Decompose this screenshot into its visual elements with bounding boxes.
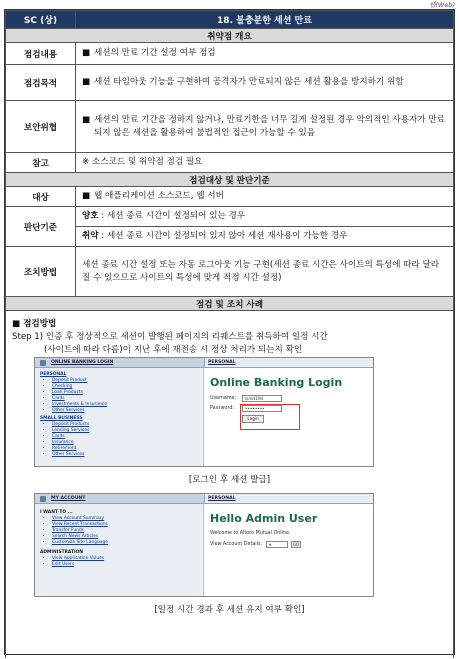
highlight-box bbox=[240, 404, 300, 430]
account-screenshot bbox=[34, 493, 374, 597]
bullet-mark: ■ bbox=[82, 77, 91, 87]
sidebar-link-personal-1[interactable]: • Checking bbox=[52, 384, 198, 390]
method-heading: ■ 점검방법 bbox=[12, 319, 57, 329]
shot2-left-bar: MY ACCOUNT bbox=[35, 494, 204, 504]
sidebar-link-admin-0[interactable]: • View Application Values bbox=[52, 556, 198, 562]
sidebar-link-business-3[interactable]: • Insurance bbox=[52, 440, 198, 446]
sidebar-link-personal-3[interactable]: • Cards bbox=[52, 396, 198, 402]
title-row bbox=[6, 11, 454, 29]
section-targets: 점검대상 및 판단기준 bbox=[6, 173, 454, 187]
bad-text: : 세션 종료 시간이 설정되어 있지 않아 세션 재사용이 가능한 경우 bbox=[98, 231, 348, 241]
shot1-right-bar: PERSONAL bbox=[204, 358, 373, 368]
bullet-mark: ■ bbox=[82, 48, 91, 58]
target-text: 웹 애플리케이션 소스코드, 웹 서버 bbox=[94, 191, 224, 201]
sidebar-link-business-1[interactable]: • Lending Services bbox=[52, 428, 198, 434]
sidebar-link-business-4[interactable]: • Retirement bbox=[52, 446, 198, 452]
login-button[interactable]: Login bbox=[242, 415, 264, 423]
row-threat bbox=[6, 101, 454, 153]
row-cases bbox=[6, 311, 454, 659]
sidebar-list-administration bbox=[40, 556, 198, 568]
row-action bbox=[6, 247, 454, 297]
sidebar-list-small-business bbox=[40, 422, 198, 458]
sidebar-link-personal-5[interactable]: • Other Services bbox=[52, 408, 198, 414]
caption-session-check: [일정 시간 경과 후 세션 유지 여부 확인] bbox=[154, 605, 305, 615]
shot2-main bbox=[204, 504, 373, 596]
username-input[interactable]: lsmit194 bbox=[242, 395, 282, 402]
home-icon bbox=[40, 496, 46, 502]
sidebar-link-personal-0[interactable]: • Deposit Product bbox=[52, 378, 198, 384]
reference-text: ※ 소스코드 및 취약점 점검 필요 bbox=[76, 153, 454, 173]
check-purpose-text: 세션 타임아웃 기능을 구현하여 공격자가 만료되지 않은 세션 활용을 방지하기 위함 bbox=[94, 77, 404, 87]
web-tag: 웹(Web) bbox=[429, 1, 455, 9]
sidebar-link-personal-2[interactable]: • Loan Products bbox=[52, 390, 198, 396]
action-text: 세션 종료 시간 설정 또는 자동 로그아웃 기능 구현(세션 종료 시간은 사이트의 특성에 따라 달라질 수 있으므로 사이트의 특성에 맞게 적정 시간 설정) bbox=[76, 247, 454, 297]
bad-label: 취약 bbox=[82, 231, 99, 241]
good-text: : 세션 종료 시간이 설정되어 있는 경우 bbox=[98, 211, 246, 221]
checklist-table bbox=[5, 10, 454, 658]
row-reference bbox=[6, 153, 454, 173]
sidebar-link-admin-1[interactable]: • Edit Users bbox=[52, 562, 198, 568]
sidebar-group-i-want-to: I WANT TO ... bbox=[40, 510, 73, 515]
account-details-label: View Account Details: bbox=[210, 542, 263, 547]
caption-login: [로그인 후 세션 발급] bbox=[188, 475, 271, 485]
sidebar-link-personal-4[interactable]: • Investments & Insurance bbox=[52, 402, 198, 408]
section-cases: 점검 및 조치 사례 bbox=[6, 297, 454, 311]
admin-heading: Hello Admin User bbox=[210, 512, 318, 525]
checklist-frame bbox=[4, 9, 455, 655]
good-label: 양호 bbox=[82, 211, 99, 221]
sidebar-group-small-business[interactable]: SMALL BUSINESS bbox=[40, 416, 83, 421]
cases-body bbox=[6, 311, 453, 658]
step-1: Step 1) 인증 후 정상적으로 세션이 발행된 페이지의 리퀘스트를 취득하여 일정 시간 (사이트에 따라 다름)이 지난 후에 재전송 시 정상 처리가 되는지 확인 bbox=[12, 332, 328, 355]
label-check-purpose: 점검목적 bbox=[6, 65, 76, 101]
sidebar-link-business-2[interactable]: • Cards bbox=[52, 434, 198, 440]
item-title: 18. 불충분한 세션 만료 bbox=[76, 11, 454, 29]
sidebar-link-account-4[interactable]: • Customize Site Language bbox=[52, 540, 198, 546]
threat-text: 세션의 만료 기간을 정하지 않거나, 만료기한을 너무 길게 설정된 경우 악의적인 사용자가 만료되지 않은 세션을 활용하여 불법적인 접근이 가능할 수 있음 bbox=[94, 114, 445, 138]
sidebar-link-account-3[interactable]: • Search News Articles bbox=[52, 534, 198, 540]
row-criteria-good bbox=[6, 207, 454, 227]
go-button[interactable]: GO bbox=[292, 542, 300, 547]
row-check-purpose bbox=[6, 65, 454, 101]
row-check-content bbox=[6, 43, 454, 65]
sidebar-group-personal[interactable]: PERSONAL bbox=[40, 372, 67, 377]
sidebar-list-personal bbox=[40, 378, 198, 414]
username-label: Username: bbox=[210, 396, 237, 401]
label-action: 조치방법 bbox=[6, 247, 76, 297]
sidebar-link-business-5[interactable]: • Other Services bbox=[52, 452, 198, 458]
shot2-right-bar: PERSONAL bbox=[204, 494, 373, 504]
label-threat: 보안위협 bbox=[6, 101, 76, 153]
bullet-mark: ■ bbox=[82, 114, 91, 125]
login-heading: Online Banking Login bbox=[210, 376, 343, 389]
shot1-sidebar bbox=[35, 368, 204, 466]
section-overview: 취약점 개요 bbox=[6, 29, 454, 43]
sidebar-link-business-0[interactable]: • Deposit Products bbox=[52, 422, 198, 428]
shot2-sidebar bbox=[35, 504, 204, 596]
grade-cell: SC (상) bbox=[6, 11, 76, 29]
label-reference: 참고 bbox=[6, 153, 76, 173]
sidebar-link-account-2[interactable]: • Transfer Funds bbox=[52, 528, 198, 534]
home-icon bbox=[40, 360, 46, 366]
label-check-content: 점검내용 bbox=[6, 43, 76, 65]
account-select[interactable]: ▾ bbox=[266, 541, 288, 548]
welcome-text: Welcome to Altoro Mutual Online. bbox=[210, 531, 291, 536]
shot1-left-bar: ONLINE BANKING LOGIN bbox=[35, 358, 204, 368]
label-target: 대상 bbox=[6, 187, 76, 207]
password-label: Password: bbox=[210, 406, 235, 411]
bullet-mark: ■ bbox=[82, 191, 91, 201]
sidebar-group-administration: ADMINISTRATION bbox=[40, 550, 83, 555]
check-content-text: 세션의 만료 기간 설정 여부 점검 bbox=[94, 48, 216, 58]
label-criteria: 판단기준 bbox=[6, 207, 76, 247]
sidebar-list-i-want-to bbox=[40, 516, 198, 546]
password-input[interactable]: •••••••• bbox=[242, 405, 282, 412]
sidebar-link-account-0[interactable]: • View Account Summary bbox=[52, 516, 198, 522]
row-target bbox=[6, 187, 454, 207]
shot1-main bbox=[204, 368, 373, 466]
login-screenshot bbox=[34, 357, 374, 467]
sidebar-link-account-1[interactable]: • View Recent Transactions bbox=[52, 522, 198, 528]
